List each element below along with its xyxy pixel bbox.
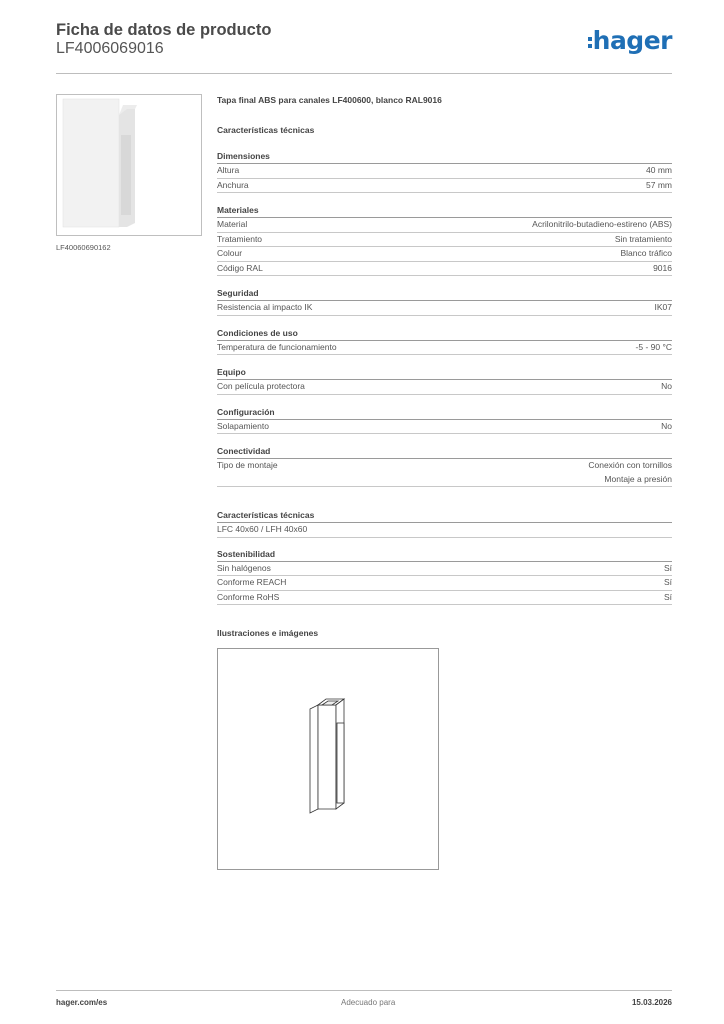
spec-row [217, 341, 672, 356]
product-title: Tapa final ABS para canales LF400600, blanco RAL9016 [217, 95, 442, 105]
group-title: Conectividad [217, 446, 672, 459]
spec-value [588, 459, 672, 486]
page-title: Ficha de datos de producto [56, 21, 272, 39]
spec-value-line: Conexión con tornillos [588, 460, 672, 470]
spec-value: Sin tratamiento [614, 233, 672, 244]
footer-center-text: Adecuado para [341, 998, 396, 1007]
spec-label: Con película protectora [217, 381, 305, 391]
spec-label: LFC 40x60 / LFH 40x60 [217, 524, 308, 534]
spec-value: No [661, 381, 672, 391]
group-compat [217, 510, 672, 538]
spec-label: Altura [217, 165, 240, 175]
spec-label: Sin halógenos [217, 562, 271, 573]
spec-label: Anchura [217, 179, 249, 190]
page-header [56, 20, 672, 62]
spec-row [217, 380, 672, 395]
spec-label: Tratamiento [217, 233, 263, 244]
spec-row [217, 523, 672, 538]
thumbnail-caption: LF40060690162 [56, 243, 111, 252]
hager-logo[interactable] [588, 26, 672, 55]
group-configuracion [217, 407, 672, 435]
spec-label: Solapamiento [217, 420, 269, 431]
group-title: Configuración [217, 407, 672, 420]
group-condiciones [217, 328, 672, 356]
tech-heading: Características técnicas [217, 125, 315, 135]
secondary-specs [217, 510, 672, 605]
group-materiales [217, 205, 672, 276]
group-title: Dimensiones [217, 151, 672, 164]
group-title: Materiales [217, 205, 672, 218]
spec-value: -5 - 90 °C [635, 341, 672, 352]
spec-row [217, 179, 672, 194]
spec-value-line: Montaje a presión [604, 473, 672, 484]
spec-row [217, 164, 672, 179]
spec-value: 57 mm [646, 179, 672, 190]
footer-divider [56, 990, 672, 991]
group-conectividad [217, 446, 672, 487]
spec-value: Sí [663, 562, 672, 573]
product-code: LF4006069016 [56, 40, 164, 57]
spec-label: Conforme RoHS [217, 591, 280, 602]
end-cap-image-icon [57, 95, 201, 235]
group-title: Sostenibilidad [217, 549, 672, 562]
spec-value: Sí [663, 577, 672, 587]
group-title: Condiciones de uso [217, 328, 672, 341]
spec-value: Blanco tráfico [620, 248, 672, 258]
spec-label: Resistencia al impacto IK [217, 302, 313, 312]
spec-row [217, 262, 672, 277]
spec-value: No [661, 420, 672, 431]
spec-row [217, 218, 672, 233]
product-thumbnail [56, 94, 202, 236]
footer-website-link[interactable]: hager.com/es [56, 998, 108, 1007]
logo-dots-icon [588, 34, 592, 51]
group-title: Equipo [217, 367, 672, 380]
spec-row [217, 420, 672, 435]
illustrations-title: Ilustraciones e imágenes [217, 628, 319, 638]
illustration-frame [217, 648, 439, 870]
spec-row [217, 459, 672, 487]
spec-label: Código RAL [217, 262, 263, 273]
logo-text: hager [592, 26, 672, 55]
group-equipo [217, 367, 672, 395]
spec-label: Colour [217, 248, 243, 258]
spec-row [217, 562, 672, 577]
header-divider [56, 73, 672, 74]
group-seguridad [217, 288, 672, 316]
group-dimensiones [217, 151, 672, 193]
spec-content [217, 95, 672, 487]
spec-value: Sí [663, 591, 672, 602]
end-cap-drawing-icon [218, 649, 438, 869]
spec-row [217, 247, 672, 262]
spec-value: 40 mm [646, 165, 672, 175]
spec-row [217, 301, 672, 316]
footer-date: 15.03.2026 [631, 998, 672, 1007]
spec-label: Tipo de montaje [217, 460, 278, 470]
group-title: Seguridad [217, 288, 672, 301]
spec-label: Material [217, 219, 248, 229]
spec-row [217, 576, 672, 591]
spec-value: Acrilonitrilo-butadieno-estireno (ABS) [532, 219, 672, 229]
spec-value: 9016 [653, 262, 672, 273]
spec-row [217, 233, 672, 248]
spec-label: Conforme REACH [217, 577, 287, 587]
group-sostenibilidad [217, 549, 672, 606]
spec-value: IK07 [654, 302, 672, 312]
spec-row [217, 591, 672, 606]
spec-label: Temperatura de funcionamiento [217, 341, 337, 352]
group-title: Características técnicas [217, 510, 672, 523]
